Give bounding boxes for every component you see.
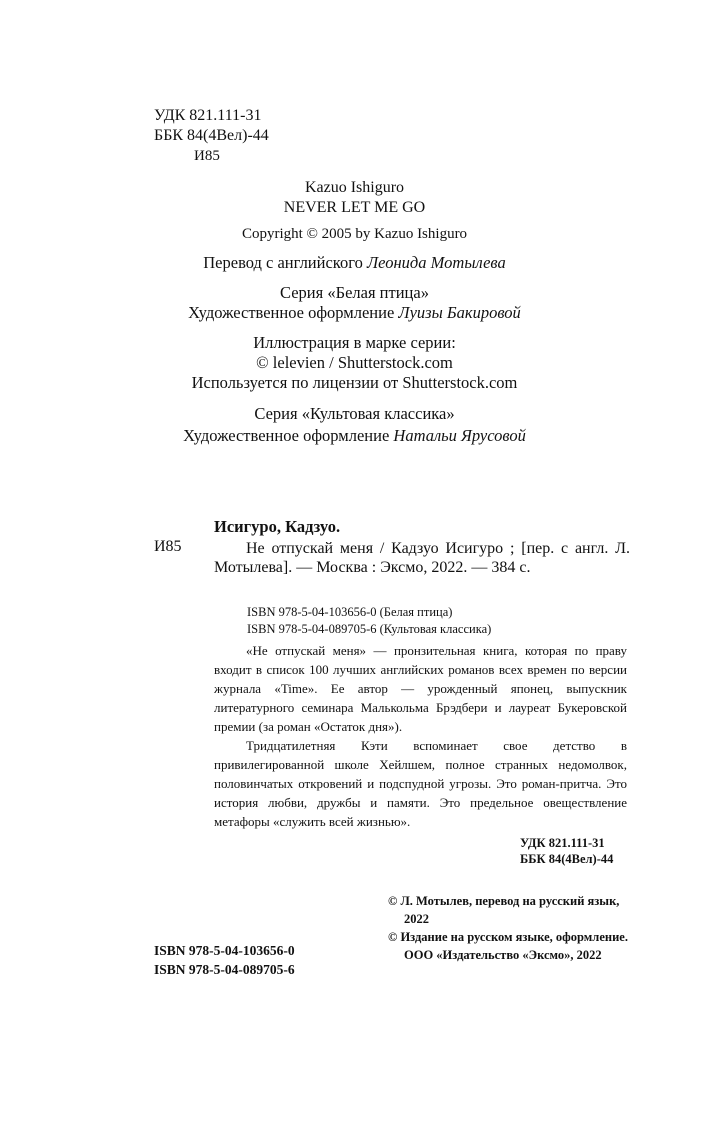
series1-name: Серия «Белая птица» (280, 283, 429, 302)
series1-design-prefix: Художественное оформление (188, 303, 395, 322)
series2-design (0, 426, 709, 446)
original-title: NEVER LET ME GO (283, 199, 426, 216)
annotation-paragraph-1: «Не отпускай меня» — пронзительная книга, которая по праву входит в список 100 лучших английских романов всех времен по версии журнала «Time». Ее автор — урожденный японец, выпускник литературного семинара Малькольма Брэдбери и лауреат Букеровской премии (за роман «Остаток дня»). (214, 643, 627, 734)
copyright-translation: © Л. Мотылев, перевод на русский язык, 2022 (388, 894, 620, 926)
series1-design (0, 303, 709, 323)
card-isbn1: ISBN 978-5-04-103656-0 (Белая птица) (247, 605, 453, 619)
translator-name: Леонида Мотылева (366, 253, 506, 272)
isbn-white-bird: ISBN 978-5-04-103656-0 (154, 943, 295, 958)
annotation (214, 641, 627, 831)
author-sign: И85 (194, 148, 220, 164)
card-udk: УДК 821.111-31 (520, 836, 605, 850)
illustration-line1: Иллюстрация в марке серии: (253, 333, 456, 352)
udk-code: УДК 821.111-31 (154, 107, 262, 124)
copyright-line: Copyright © 2005 by Kazuo Ishiguro (241, 226, 468, 242)
card-bbk: ББК 84(4Вел)-44 (520, 852, 614, 866)
card-body (214, 539, 630, 577)
card-sign: И85 (154, 538, 182, 555)
series2-designer: Натальи Ярусовой (393, 426, 526, 445)
series2-design-prefix: Художественное оформление (183, 426, 390, 445)
card-description: Не отпускай меня / Кадзуо Исигуро ; [пер. с англ. Л. Мотылева]. — Москва : Эксмо, 2022. — 384 с. (214, 540, 630, 576)
series1-designer: Луизы Бакировой (398, 303, 521, 322)
copyright-block (388, 892, 628, 964)
series2-name: Серия «Культовая классика» (254, 404, 455, 423)
isbn-cult-classic: ISBN 978-5-04-089705-6 (154, 962, 295, 977)
annotation-paragraph-2: Тридцатилетняя Кэти вспоминает свое детство в привилегированной школе Хейлшем, полное странных недомолвок, половинчатых откровений и подспудной угрозы. Это роман-притча. Это история любви, дружбы и памяти. Это предельное овеществление метафоры «служить всей жизнью». (214, 738, 627, 829)
card-heading: Исигуро, Кадзуо. (214, 517, 341, 536)
bbk-code: ББК 84(4Вел)-44 (154, 127, 269, 144)
copyright-edition: © Издание на русском языке, оформление. ООО «Издательство «Эксмо», 2022 (388, 930, 628, 962)
illustration-line3: Используется по лицензии от Shutterstock.com (191, 373, 518, 392)
translation-line (0, 253, 709, 273)
card-isbn2: ISBN 978-5-04-089705-6 (Культовая классика) (247, 622, 492, 636)
translation-prefix: Перевод с английского (203, 253, 363, 272)
illustration-line2: © lelevien / Shutterstock.com (256, 353, 453, 372)
original-author: Kazuo Ishiguro (304, 179, 405, 196)
